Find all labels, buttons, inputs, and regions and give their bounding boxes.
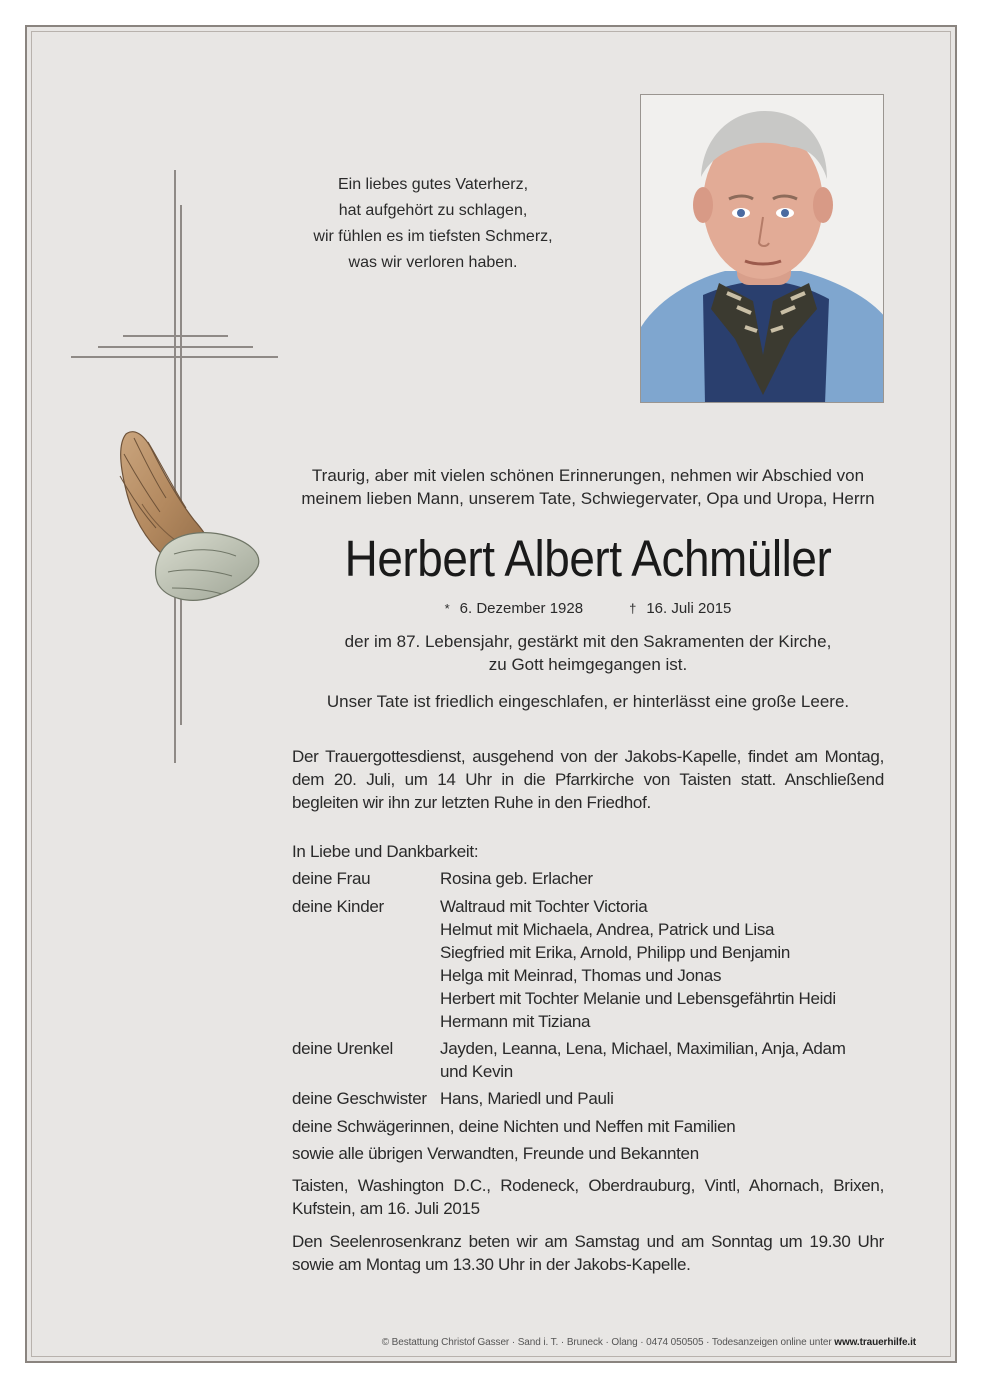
- verse-line: was wir verloren haben.: [348, 254, 518, 271]
- children-label: deine Kinder: [292, 897, 384, 916]
- family-list: [292, 840, 884, 1276]
- child-entry: Helmut mit Michaela, Andrea, Patrick und Lisa: [440, 920, 775, 939]
- family-heading: In Liebe und Dankbarkeit:: [292, 842, 479, 861]
- child-entry: Helga mit Meinrad, Thomas und Jonas: [440, 966, 722, 985]
- funeral-line: Der Trauergottesdienst, ausgehend von der Jakobs-Kapelle, findet am Montag,: [292, 747, 884, 766]
- child-entry: Siegfried mit Erika, Arnold, Philipp und Benjamin: [440, 943, 791, 962]
- funeral-line: dem 20. Juli, um 14 Uhr in die Pfarrkirche von Taisten statt. Anschließend: [292, 770, 884, 789]
- portrait-image: [641, 95, 884, 403]
- greatgrand-entry: und Kevin: [440, 1062, 513, 1081]
- wife-label: deine Frau: [292, 869, 371, 888]
- child-entry: Herbert mit Tochter Melanie und Lebensgefährtin Heidi: [440, 989, 836, 1008]
- praying-hands-icon: [112, 424, 266, 608]
- rosary-text: [292, 1230, 884, 1276]
- death-date: 16. Juli 2015: [646, 600, 732, 617]
- sleep-text: Unser Tate ist friedlich eingeschlafen, er hinterlässt eine große Leere.: [326, 692, 850, 711]
- birth-date: 6. Dezember 1928: [459, 600, 584, 617]
- footer: [292, 1336, 916, 1350]
- funeral-info: [292, 745, 884, 814]
- portrait-photo: [640, 94, 884, 403]
- family-row-wife: [292, 867, 884, 890]
- child-entry: Hermann mit Tiziana: [440, 1012, 591, 1031]
- rosary-line-1: Den Seelenrosenkranz beten wir am Samstag und am Sonntag um 19.30 Uhr: [292, 1232, 884, 1251]
- child-entry: Waltraud mit Tochter Victoria: [440, 897, 648, 916]
- greatgrand-label: deine Urenkel: [292, 1039, 393, 1058]
- family-row-children: [292, 895, 884, 1033]
- family-row-siblings: [292, 1087, 884, 1110]
- funeral-line: begleiten wir ihn zur letzten Ruhe in den Friedhof.: [292, 793, 651, 812]
- siblings-label: deine Geschwister: [292, 1089, 427, 1108]
- siblings-names: Hans, Mariedl und Pauli: [440, 1089, 614, 1108]
- verse-line: wir fühlen es im tiefsten Schmerz,: [313, 228, 553, 245]
- verse-line: Ein liebes gutes Vaterherz,: [337, 176, 529, 193]
- verse-line: hat aufgehört zu schlagen,: [338, 202, 528, 219]
- inlaws-line: deine Schwägerinnen, deine Nichten und Neffen mit Familien: [292, 1117, 736, 1136]
- places-line: [292, 1174, 884, 1220]
- others-line: sowie alle übrigen Verwandten, Freunde und Bekannten: [292, 1144, 699, 1163]
- wife-name: Rosina geb. Erlacher: [440, 869, 593, 888]
- footer-link[interactable]: www.trauerhilfe.it: [834, 1337, 916, 1348]
- birth-symbol: *: [444, 601, 450, 616]
- greatgrand-entry: Jayden, Leanna, Lena, Michael, Maximilian, Anja, Adam: [440, 1039, 846, 1058]
- deceased-name: Herbert Albert Achmüller: [344, 530, 832, 587]
- intro-text: [292, 464, 884, 510]
- life-dates: [292, 598, 884, 620]
- memorial-verse: [280, 172, 586, 276]
- death-symbol: †: [629, 601, 637, 616]
- places-line-2: Kufstein, am 16. Juli 2015: [292, 1199, 480, 1218]
- bio-line: zu Gott heimgegangen ist.: [488, 655, 688, 674]
- bio-line: der im 87. Lebensjahr, gestärkt mit den Sakramenten der Kirche,: [344, 632, 832, 651]
- family-row-greatgrandchildren: [292, 1037, 884, 1083]
- rosary-line-2: sowie am Montag um 13.30 Uhr in der Jakobs-Kapelle.: [292, 1255, 691, 1274]
- places-line-1: Taisten, Washington D.C., Rodeneck, Oberdrauburg, Vintl, Ahornach, Brixen,: [292, 1176, 884, 1195]
- footer-text: © Bestattung Christof Gasser · Sand i. T. · Bruneck · Olang · 0474 050505 · Todesanzeigen online unter: [381, 1337, 835, 1348]
- bio-text: [292, 630, 884, 676]
- intro-line: meinem lieben Mann, unserem Tate, Schwiegervater, Opa und Uropa, Herrn: [301, 489, 875, 508]
- intro-line: Traurig, aber mit vielen schönen Erinnerungen, nehmen wir Abschied von: [311, 466, 865, 485]
